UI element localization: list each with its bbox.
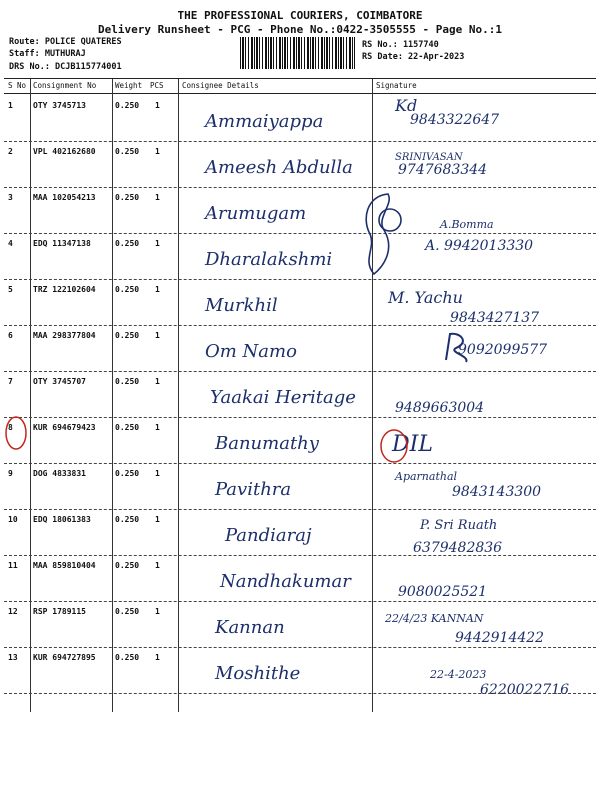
staff-label: Staff: MUTHURAJ <box>9 49 86 59</box>
row-consignment-number: KUR 694727895 <box>33 653 96 662</box>
row-serial-number: 3 <box>8 193 13 202</box>
column-header-signature: Signature <box>376 81 417 90</box>
signature-circle-icon <box>375 205 405 235</box>
route-label: Route: POLICE QUATERES <box>9 37 122 47</box>
row-serial-number: 12 <box>8 607 18 616</box>
row-divider <box>4 555 596 556</box>
row-consignee-name: Murkhil <box>205 295 278 316</box>
row-signature-phone: 6379482836 <box>413 540 503 556</box>
row-pieces: 1 <box>155 653 160 662</box>
rs-number: RS No.: 1157740 <box>362 40 439 50</box>
row-serial-number: 1 <box>8 101 13 110</box>
row-serial-number: 9 <box>8 469 13 478</box>
row-consignment-number: MAA 859810404 <box>33 561 96 570</box>
row-divider <box>4 463 596 464</box>
row-consignment-number: EDQ 11347138 <box>33 239 91 248</box>
signature-scribble-icon <box>440 330 474 364</box>
row-signature-phone: 9489663004 <box>395 400 485 416</box>
row-signature-phone: 9092099577 <box>458 342 548 358</box>
row-weight: 0.250 <box>115 193 140 202</box>
row-serial-number: 13 <box>8 653 18 662</box>
column-header-weight: Weight <box>115 81 143 90</box>
row-pieces: 1 <box>155 515 160 524</box>
row-consignee-name: Moshithe <box>215 663 301 684</box>
row-consignee-name: Ammaiyappa <box>205 111 324 132</box>
row-divider <box>4 509 596 510</box>
row-signature-text: 22-4-2023 <box>430 668 487 681</box>
row-weight: 0.250 <box>115 285 140 294</box>
column-divider <box>372 79 373 712</box>
company-title: THE PROFESSIONAL COURIERS, COIMBATORE <box>177 9 423 22</box>
row-consignment-number: VPL 402162680 <box>33 147 96 156</box>
row-weight: 0.250 <box>115 331 140 340</box>
row-consignee-name: Dharalakshmi <box>205 249 333 270</box>
row-consignee-name: Yaakai Heritage <box>210 387 356 408</box>
row-signature-text: A.Bomma <box>440 218 494 231</box>
row-consignment-number: EDQ 18061383 <box>33 515 91 524</box>
header-bottom-border <box>4 93 596 94</box>
row-pieces: 1 <box>155 423 160 432</box>
row-divider <box>4 325 596 326</box>
row-divider <box>4 417 596 418</box>
column-divider <box>30 79 31 712</box>
row-signature-text: P. Sri Ruath <box>420 518 498 533</box>
row-consignment-number: MAA 298377804 <box>33 331 96 340</box>
row-serial-number: 5 <box>8 285 13 294</box>
row-consignee-name: Kannan <box>215 617 285 638</box>
signature-scribble-icon <box>360 190 400 280</box>
barcode <box>240 37 355 69</box>
row-signature-text: Kd <box>395 96 418 115</box>
row-consignment-number: TRZ 122102604 <box>33 285 96 294</box>
column-divider <box>112 79 113 712</box>
row-signature-phone: A. 9942013330 <box>425 238 534 254</box>
row-consignee-name: Pavithra <box>215 479 292 500</box>
row-divider <box>4 693 596 694</box>
row-serial-number: 2 <box>8 147 13 156</box>
row-divider <box>4 279 596 280</box>
row-signature-text: SRINIVASAN <box>395 152 463 163</box>
row-weight: 0.250 <box>115 653 140 662</box>
column-header-consignee: Consignee Details <box>182 81 259 90</box>
row-consignment-number: MAA 102054213 <box>33 193 96 202</box>
row-weight: 0.250 <box>115 239 140 248</box>
row-signature-phone: 9843322647 <box>410 112 500 128</box>
table-top-border <box>4 78 596 79</box>
row-consignee-name: Banumathy <box>215 433 319 454</box>
row-signature-phone: 9747683344 <box>398 162 488 178</box>
row-consignment-number: RSP 1789115 <box>33 607 86 616</box>
row-weight: 0.250 <box>115 423 140 432</box>
row-weight: 0.250 <box>115 607 140 616</box>
row-consignee-name: Nandhakumar <box>220 571 351 592</box>
column-header-sno: S No <box>8 81 27 90</box>
row-weight: 0.250 <box>115 561 140 570</box>
row-signature-text: Aparnathal <box>395 470 458 483</box>
row-consignee-name: Ameesh Abdulla <box>205 157 353 178</box>
column-header-pcs: PCS <box>150 81 164 90</box>
row-pieces: 1 <box>155 561 160 570</box>
row-divider <box>4 233 596 234</box>
row-signature-phone: 9843143300 <box>452 484 542 500</box>
row-divider <box>4 601 596 602</box>
row-weight: 0.250 <box>115 377 140 386</box>
row-signature-text: M. Yachu <box>388 288 463 307</box>
row-consignment-number: KUR 694679423 <box>33 423 96 432</box>
row-pieces: 1 <box>155 101 160 110</box>
row-signature-phone: 6220022716 <box>480 682 570 698</box>
runsheet-subtitle: Delivery Runsheet - PCG - Phone No.:0422-3505555 - Page No.:1 <box>98 23 502 36</box>
row-weight: 0.250 <box>115 147 140 156</box>
row-pieces: 1 <box>155 147 160 156</box>
row-divider <box>4 187 596 188</box>
row-pieces: 1 <box>155 469 160 478</box>
row-signature-phone: 9843427137 <box>450 310 540 326</box>
drs-number: DRS No.: DCJB115774001 <box>9 62 122 72</box>
row-signature-phone: 9442914422 <box>455 630 545 646</box>
column-header-consignment: Consignment No <box>33 81 97 90</box>
row-signature-text: 22/4/23 KANNAN <box>385 612 484 625</box>
row-divider <box>4 141 596 142</box>
row-weight: 0.250 <box>115 101 140 110</box>
column-divider <box>178 79 179 712</box>
row-consignment-number: OTY 3745707 <box>33 377 86 386</box>
circle-mark-icon <box>378 427 410 465</box>
row-divider <box>4 647 596 648</box>
row-pieces: 1 <box>155 193 160 202</box>
row-serial-number: 7 <box>8 377 13 386</box>
row-weight: 0.250 <box>115 515 140 524</box>
row-pieces: 1 <box>155 285 160 294</box>
row-consignment-number: DOG 4833831 <box>33 469 86 478</box>
row-serial-number: 8 <box>8 423 13 432</box>
row-serial-number: 4 <box>8 239 13 248</box>
row-consignee-name: Pandiaraj <box>225 525 312 546</box>
row-pieces: 1 <box>155 607 160 616</box>
row-serial-number: 11 <box>8 561 18 570</box>
row-divider <box>4 371 596 372</box>
row-signature-text: DIL <box>392 432 433 457</box>
row-consignee-name: Arumugam <box>205 203 307 224</box>
row-serial-number: 6 <box>8 331 13 340</box>
row-weight: 0.250 <box>115 469 140 478</box>
row-pieces: 1 <box>155 377 160 386</box>
row-consignment-number: OTY 3745713 <box>33 101 86 110</box>
row-pieces: 1 <box>155 331 160 340</box>
rs-date: RS Date: 22-Apr-2023 <box>362 52 465 62</box>
row-consignee-name: Om Namo <box>205 341 297 362</box>
row-signature-phone: 9080025521 <box>398 584 488 600</box>
circle-mark-icon <box>4 415 28 451</box>
row-serial-number: 10 <box>8 515 18 524</box>
row-pieces: 1 <box>155 239 160 248</box>
